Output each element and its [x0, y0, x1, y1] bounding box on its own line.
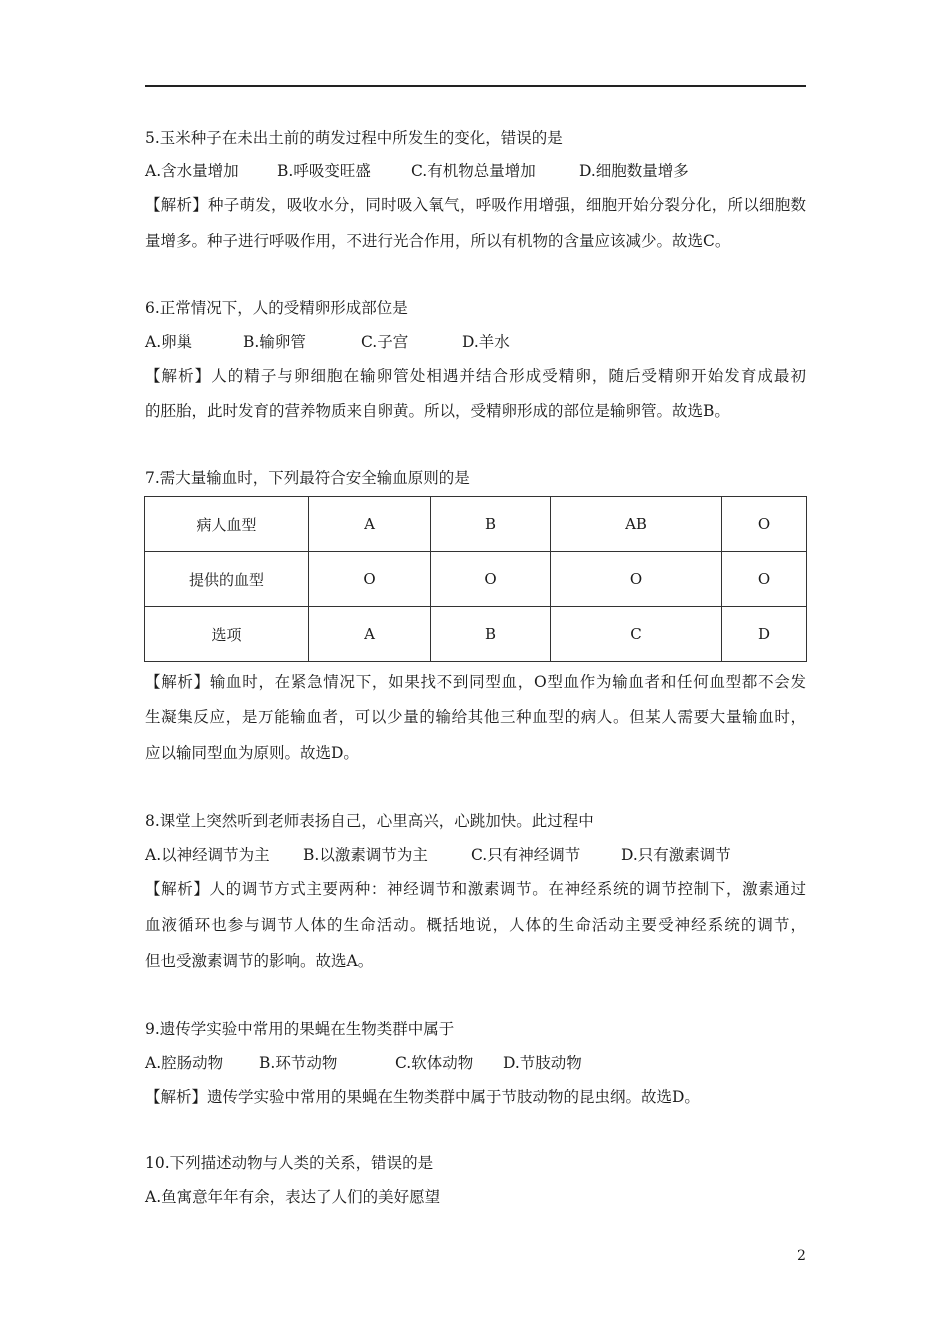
q6-options: [145, 332, 510, 352]
q8-analysis-line-2: 血液循环也参与调节人体的生命活动。概括地说，人体的生命活动主要受神经系统的调节，: [145, 916, 806, 934]
table-cell: 病人血型: [145, 497, 309, 552]
q5-option-c: C.有机物总量增加: [411, 162, 536, 180]
q7-stem: 7.需大量输血时，下列最符合安全输血原则的是: [145, 469, 470, 487]
q5-option-a: A.含水量增加: [145, 162, 239, 180]
q8-option-c: C.只有神经调节: [471, 846, 581, 864]
table-cell: O: [551, 552, 722, 607]
blood-type-table: [144, 496, 807, 662]
table-cell: 提供的血型: [145, 552, 309, 607]
q6-option-c: C.子宫: [361, 333, 409, 351]
table-row: [145, 497, 807, 552]
q8-options: [145, 845, 731, 865]
q8-option-d: D.只有激素调节: [621, 846, 731, 864]
table-cell: O: [309, 552, 431, 607]
q7-analysis-line-1: 【解析】输血时，在紧急情况下，如果找不到同型血，O型血作为输血者和任何血型都不会发: [145, 673, 806, 691]
q10-option-a: A.鱼寓意年年有余，表达了人们的美好愿望: [145, 1188, 441, 1206]
q9-analysis-line-1: 【解析】遗传学实验中常用的果蝇在生物类群中属于节肢动物的昆虫纲。故选D。: [145, 1088, 700, 1106]
table-cell: O: [722, 497, 807, 552]
q6-option-d: D.羊水: [462, 333, 510, 351]
table-cell: C: [551, 607, 722, 662]
q5-options: [145, 161, 689, 181]
table-cell: AB: [551, 497, 722, 552]
q5-option-b: B.呼吸变旺盛: [277, 162, 371, 180]
q10-stem: 10.下列描述动物与人类的关系，错误的是: [145, 1154, 434, 1172]
page-number: 2: [797, 1248, 806, 1264]
q8-analysis-line-3: 但也受激素调节的影响。故选A。: [145, 952, 374, 970]
q9-options: [145, 1053, 582, 1073]
q5-option-d: D.细胞数量增多: [579, 162, 689, 180]
q5-analysis-line-2: 量增多。种子进行呼吸作用，不进行光合作用，所以有机物的含量应该减少。故选C。: [145, 232, 731, 250]
q9-option-a: A.腔肠动物: [145, 1054, 224, 1072]
q5-stem: 5.玉米种子在未出土前的萌发过程中所发生的变化，错误的是: [145, 129, 563, 147]
q9-option-d: D.节肢动物: [503, 1054, 582, 1072]
table-cell: 选项: [145, 607, 309, 662]
q7-analysis-line-3: 应以输同型血为原则。故选D。: [145, 744, 359, 762]
table-row: [145, 552, 807, 607]
q6-analysis-line-2: 的胚胎，此时发育的营养物质来自卵黄。所以，受精卵形成的部位是输卵管。故选B。: [145, 402, 730, 420]
q9-option-b: B.环节动物: [259, 1054, 338, 1072]
table-cell: B: [431, 607, 551, 662]
q9-option-c: C.软体动物: [395, 1054, 474, 1072]
table-cell: O: [722, 552, 807, 607]
table-cell: A: [309, 497, 431, 552]
q7-analysis-line-2: 生凝集反应，是万能输血者，可以少量的输给其他三种血型的病人。但某人需要大量输血时，: [145, 708, 806, 726]
table-cell: B: [431, 497, 551, 552]
q8-option-a: A.以神经调节为主: [145, 846, 270, 864]
table-cell: D: [722, 607, 807, 662]
q6-stem: 6.正常情况下，人的受精卵形成部位是: [145, 299, 408, 317]
table-row: [145, 607, 807, 662]
q8-option-b: B.以激素调节为主: [303, 846, 428, 864]
q9-stem: 9.遗传学实验中常用的果蝇在生物类群中属于: [145, 1020, 455, 1038]
q6-analysis-line-1: 【解析】人的精子与卵细胞在输卵管处相遇并结合形成受精卵，随后受精卵开始发育成最初: [145, 367, 806, 385]
q8-analysis-line-1: 【解析】人的调节方式主要两种：神经调节和激素调节。在神经系统的调节控制下，激素通过: [145, 880, 806, 898]
q6-option-b: B.输卵管: [243, 333, 306, 351]
table-cell: A: [309, 607, 431, 662]
header-rule: [145, 85, 806, 87]
q5-analysis-line-1: 【解析】种子萌发，吸收水分，同时吸入氧气，呼吸作用增强，细胞开始分裂分化，所以细胞数: [145, 196, 806, 214]
q8-stem: 8.课堂上突然听到老师表扬自己，心里高兴，心跳加快。此过程中: [145, 812, 594, 830]
q6-option-a: A.卵巢: [145, 333, 193, 351]
table-cell: O: [431, 552, 551, 607]
